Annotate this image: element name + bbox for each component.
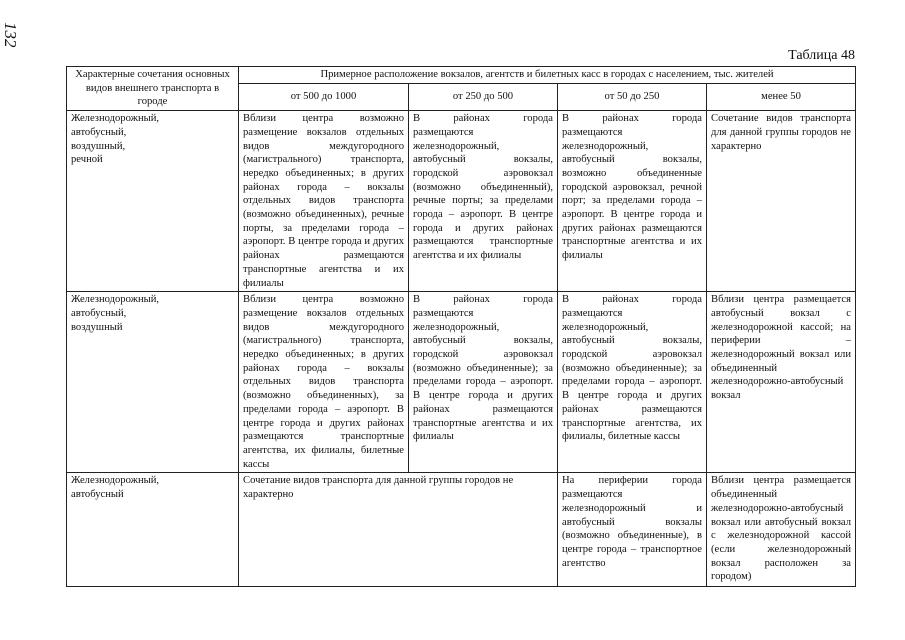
header-combination: Характерные сочетания основных видов внешнего транспорта в городе [67, 67, 239, 111]
table-caption: Таблица 48 [788, 48, 855, 63]
table-cell: В районах города размещаются железнодорожный, автобусный вокзалы, городской аэровокзал (возможно объединенные); за пределами города – аэропорт. В центре города и других районах размещаются транспортные агентства, их филиалы, билетные кассы [558, 292, 707, 473]
table-cell: В районах города размещаются железнодорожный, автобусный вокзалы, возможно объединенные городской аэровокзал, речной порт; за пределами города – аэропорт. В центре города и других районах размещаются транспортные агентства и их филиалы [558, 111, 707, 292]
table-cell: В районах города размещаются железнодорожный, автобусный вокзалы, городской аэровокзал (возможно объединенные); за пределами города – аэропорт. В центре города и других районах размещаются транспортные агентства и их филиалы [409, 292, 558, 473]
table-cell: Сочетание видов транспорта для данной группы городов не характерно [707, 111, 856, 292]
merged-note-cell: Сочетание видов транспорта для данной группы городов не характерно [239, 473, 558, 587]
row-combination: Железнодорожный, автобусный [67, 473, 239, 587]
header-range-50-250: от 50 до 250 [558, 83, 707, 110]
table-row [67, 473, 856, 587]
table-cell: Вблизи центра размещается объединенный железнодорожно-автобусный вокзал или автобусный вокзал с железнодорожной кассой (если железнодорожный вокзал расположен за городом) [707, 473, 856, 587]
table-row [67, 111, 856, 292]
header-location-group: Примерное расположение вокзалов, агентств и билетных касс в городах с населением, тыс. жителей [239, 67, 856, 84]
table-row [67, 292, 856, 473]
row-combination: Железнодорожный, автобусный, воздушный [67, 292, 239, 473]
table-cell: В районах города размещаются железнодорожный, автобусный вокзалы, городской аэровокзал (возможно объединенный), речные порты; за пределами города – аэропорт. В центре города и других районах размещаются транспортные агентства и их филиалы [409, 111, 558, 292]
transport-table [66, 66, 856, 587]
page-number: 132 [1, 22, 20, 48]
row-combination: Железнодорожный, автобусный, воздушный, речной [67, 111, 239, 292]
header-range-250-500: от 250 до 500 [409, 83, 558, 110]
table-cell: На периферии города размещаются железнодорожный и автобусный вокзалы (возможно объединенные), в центре города – транспортное агентство [558, 473, 707, 587]
header-range-500-1000: от 500 до 1000 [239, 83, 409, 110]
header-range-under-50: менее 50 [707, 83, 856, 110]
table-cell: Вблизи центра возможно размещение вокзалов отдельных видов междугородного (магистрального) транспорта, нередко объединенных; в других районах города – вокзалы отдельных видов транспорта (возможно объединенных), речные порты, за пределами города – аэропорт. В центре города и других районах размещаются транспортные агентства и их филиалы [239, 111, 409, 292]
table-cell: Вблизи центра возможно размещение вокзалов отдельных видов междугородного (магистрального) транспорта, нередко объединенных; в других районах города – вокзалы отдельных видов транспорта (возможно объединенных), за пределами города – аэропорт. В центре города и других районах размещаются транспортные агентства, их филиалы, билетные кассы [239, 292, 409, 473]
table-cell: Вблизи центра размещается автобусный вокзал с железнодорожной кассой; на периферии – железнодорожный вокзал или объединенный железнодорожно-автобусный вокзал [707, 292, 856, 473]
